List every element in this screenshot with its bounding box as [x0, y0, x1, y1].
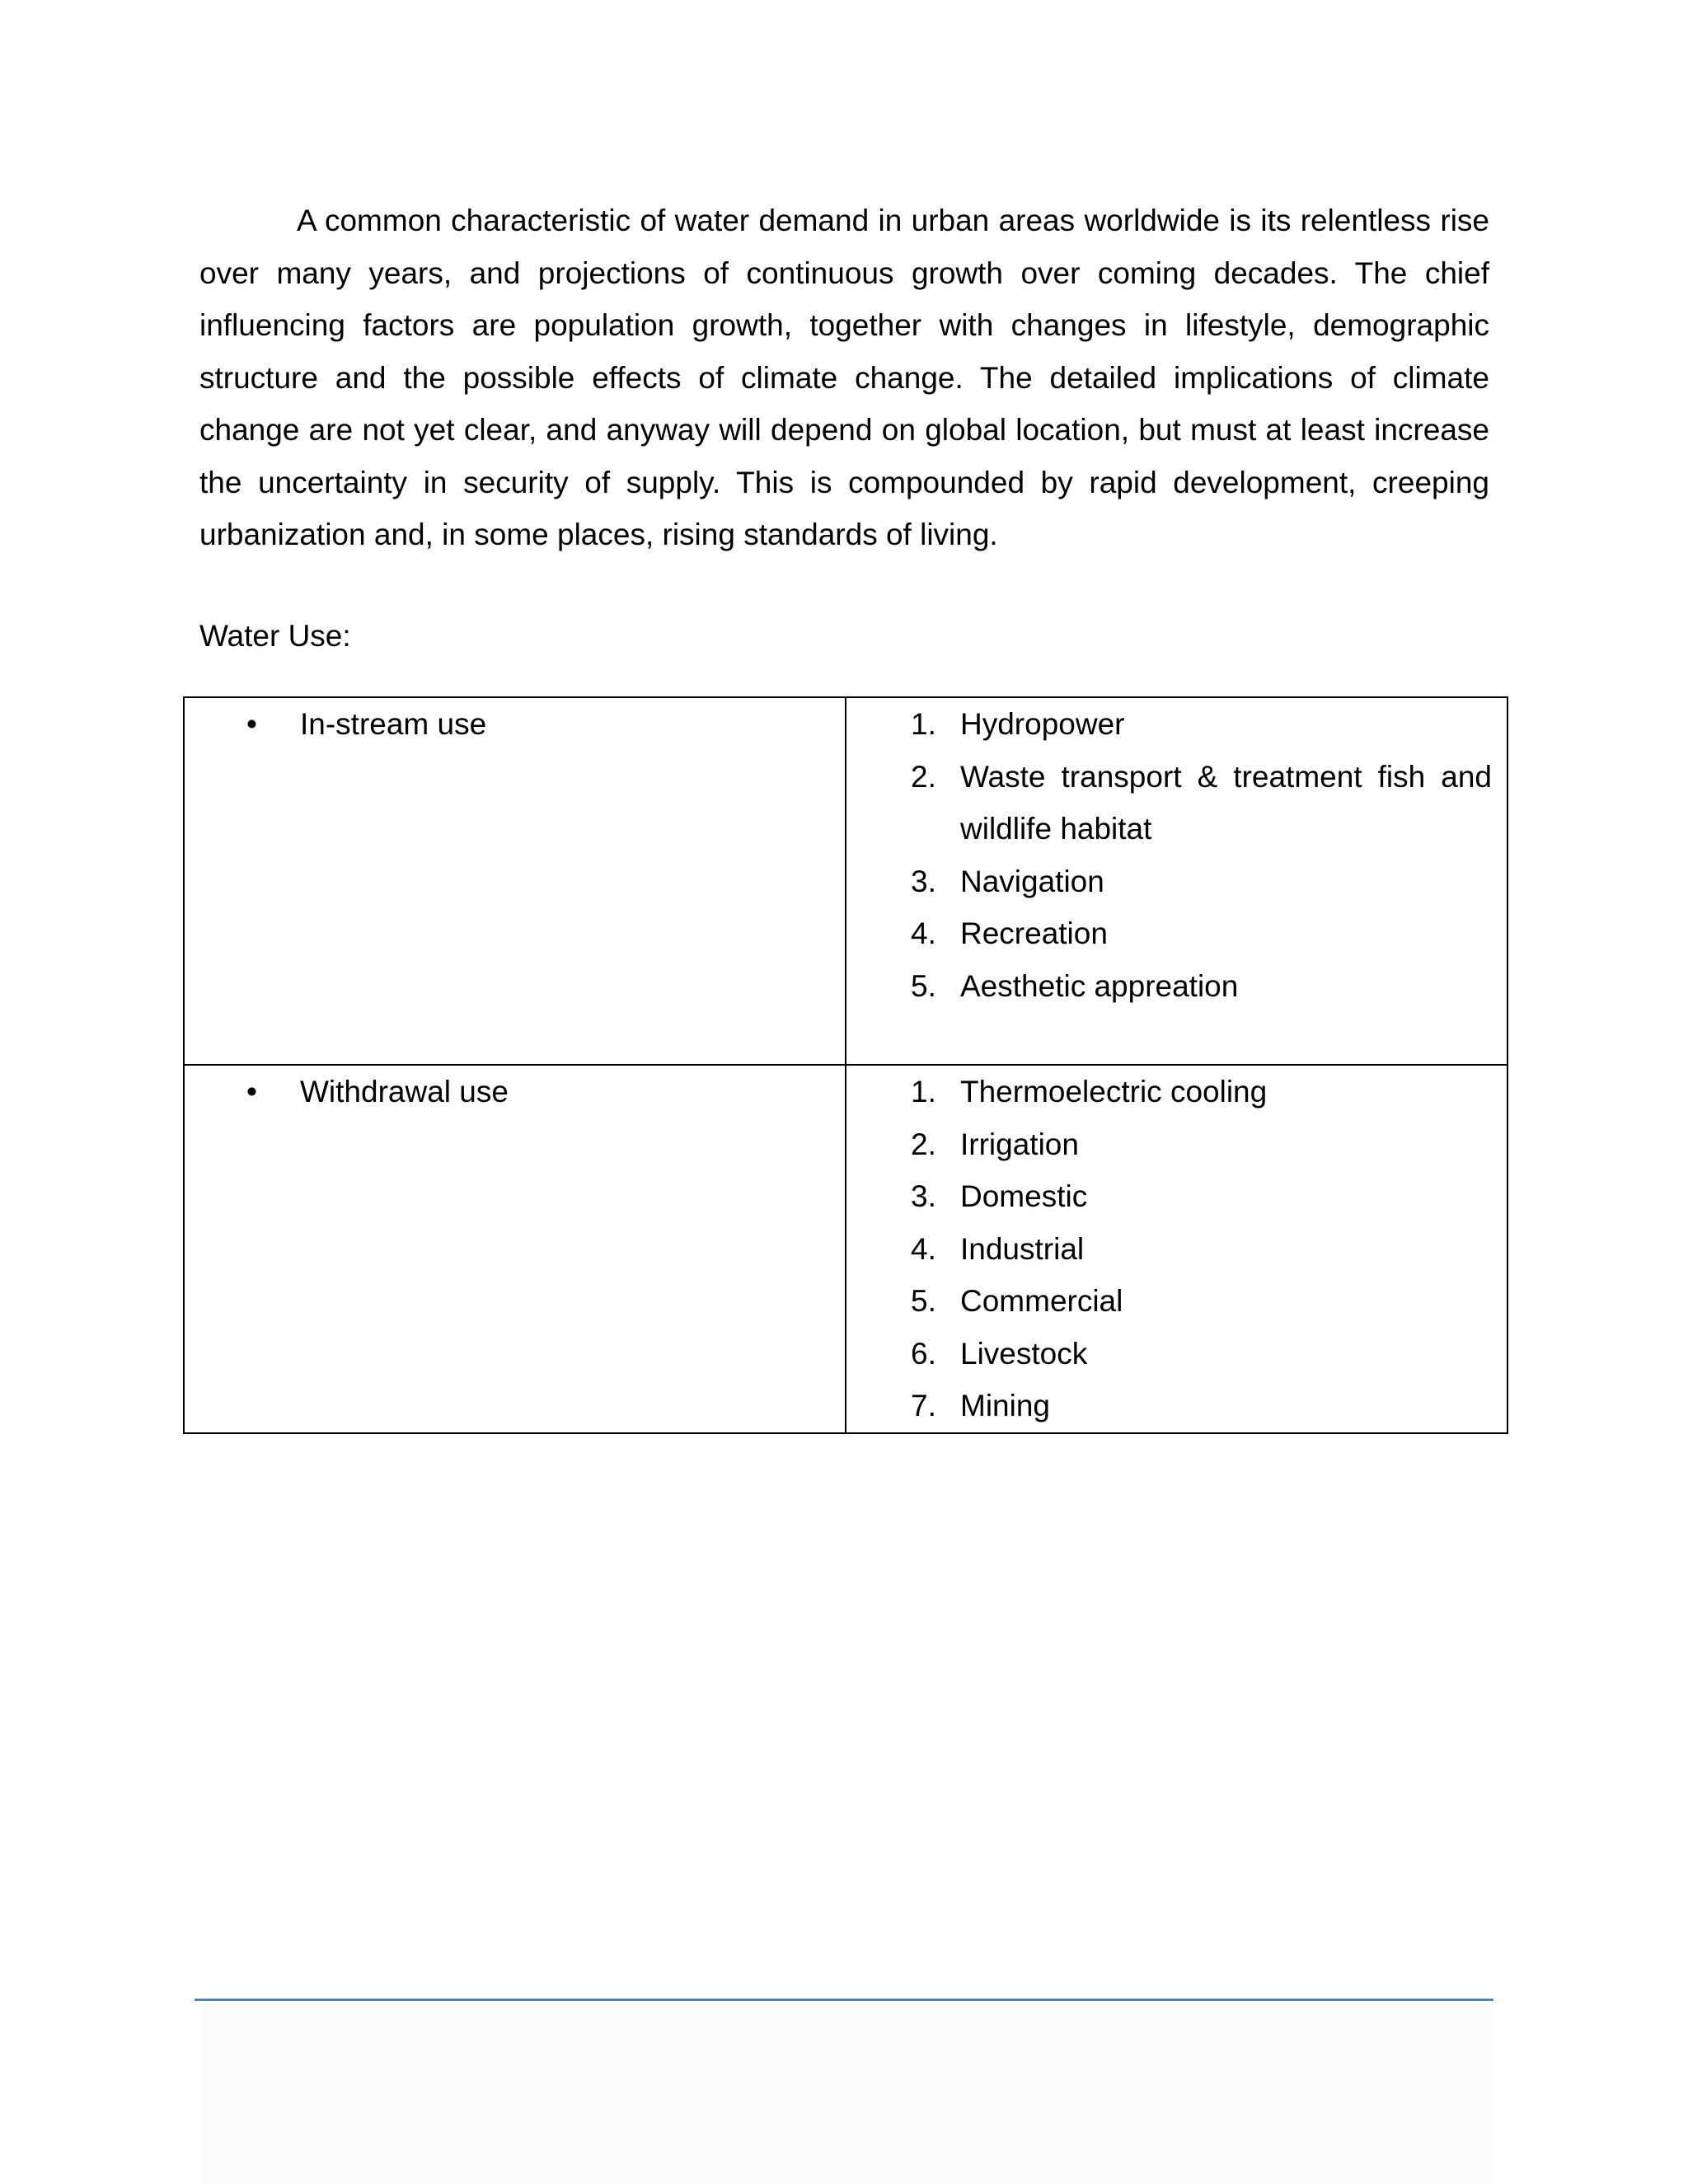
list-item-number: 4.: [911, 1231, 936, 1266]
list-item-text: Waste transport & treatment fish and wildlife habitat: [960, 759, 1492, 846]
list-item-number: 3.: [911, 1179, 936, 1213]
list-item-number: 3.: [911, 864, 936, 898]
list-item-number: 1.: [911, 707, 936, 741]
list-item-number: 5.: [911, 1284, 936, 1318]
list-item: [911, 698, 1492, 751]
list-item: [911, 907, 1492, 960]
list-item: [911, 960, 1492, 1013]
list-item: [911, 1328, 1492, 1380]
list-item-number: 2.: [911, 759, 936, 794]
list-item-text: Aesthetic appreation: [960, 968, 1239, 1003]
list-item-text: Recreation: [960, 916, 1108, 950]
table-row: [184, 697, 1507, 1065]
list-item-text: Irrigation: [960, 1127, 1079, 1161]
list-item-text: Thermoelectric cooling: [960, 1075, 1268, 1108]
uses-cell: [846, 1065, 1507, 1433]
uses-list: [846, 1066, 1507, 1432]
list-item: [911, 1380, 1492, 1432]
footer-area: [199, 2004, 1493, 2184]
list-item: [911, 751, 1492, 855]
list-item-text: Livestock: [960, 1336, 1088, 1371]
list-item-number: 4.: [911, 916, 936, 950]
bullet-icon: •: [246, 707, 257, 741]
list-item-number: 6.: [911, 1336, 936, 1371]
table-row: [184, 1065, 1507, 1433]
footer-rule: [195, 1999, 1493, 2001]
list-item-text: Hydropower: [960, 707, 1125, 741]
list-item: [911, 1118, 1492, 1171]
list-item: [911, 855, 1492, 908]
list-item-text: Domestic: [960, 1179, 1088, 1213]
list-item-text: Industrial: [960, 1231, 1085, 1266]
category-item: [185, 698, 845, 751]
water-use-table: [183, 696, 1508, 1434]
list-item-number: 2.: [911, 1127, 936, 1161]
list-item: [911, 1223, 1492, 1276]
body-paragraph: A common characteristic of water demand in urban areas worldwide is its relentless rise over many years, and projections of continuous growth over coming decades. The chief influencing factors are population growth, together with changes in lifestyle, demographic structure and the possible effects of climate change. The detailed implications of climate change are not yet clear, and anyway will depend on global location, but must at least increase the uncertainty in security of supply. This is compounded by rapid development, creeping urbanization and, in some places, rising standards of living.: [199, 204, 1489, 551]
list-item-number: 1.: [911, 1075, 936, 1108]
list-item: [911, 1066, 1492, 1118]
list-item-text: Mining: [960, 1389, 1050, 1422]
list-item-number: 5.: [911, 968, 936, 1003]
category-cell: [184, 697, 846, 1065]
category-label: Withdrawal use: [300, 1075, 509, 1108]
list-item-text: Navigation: [960, 864, 1104, 898]
category-cell: [184, 1065, 846, 1433]
section-label: Water Use:: [199, 619, 351, 653]
uses-list: [846, 698, 1507, 1012]
category-item: [185, 1066, 845, 1118]
uses-cell: [846, 697, 1507, 1065]
list-item-text: Commercial: [960, 1284, 1123, 1318]
list-item: [911, 1275, 1492, 1328]
list-item: [911, 1170, 1492, 1223]
category-label: In-stream use: [300, 707, 487, 741]
list-item-number: 7.: [911, 1389, 936, 1422]
bullet-icon: •: [246, 1075, 257, 1108]
